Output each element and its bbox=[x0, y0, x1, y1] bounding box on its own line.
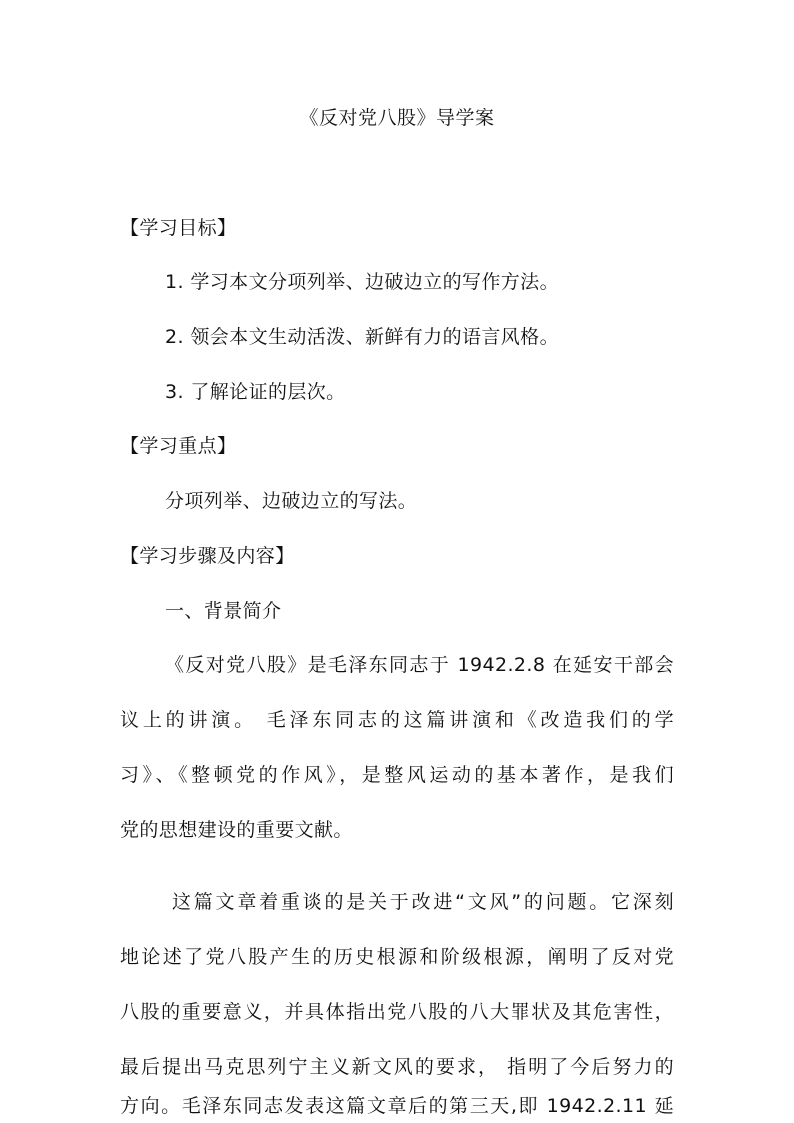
paragraph-2-line-3: 八股的重要意义，并具体指出党八股的八大罪状及其危害性， bbox=[120, 1001, 674, 1023]
focus-text: 分项列举、边破边立的写法。 bbox=[165, 490, 418, 512]
paragraph-1-line-4: 党的思想建设的重要文献。 bbox=[120, 819, 353, 841]
paragraph-2-line-2: 地论述了党八股产生的历史根源和阶级根源，阐明了反对党 bbox=[120, 946, 674, 968]
paragraph-2-line-4: 最后提出马克思列宁主义新文风的要求， 指明了今后努力的 bbox=[120, 1056, 674, 1078]
subheading-background: 一、背景简介 bbox=[165, 600, 282, 622]
paragraph-2-line-1: 这篇文章着重谈的是关于改进“文风”的问题。它深刻 bbox=[172, 891, 674, 913]
goal-item-3: 3. 了解论证的层次。 bbox=[165, 381, 346, 403]
section-heading-focus: 【学习重点】 bbox=[120, 435, 237, 457]
paragraph-1-line-2: 议上的讲演。 毛泽东同志的这篇讲演和《改造我们的学 bbox=[120, 709, 674, 731]
section-heading-steps: 【学习步骤及内容】 bbox=[120, 545, 295, 567]
paragraph-2-line-5: 方向。毛泽东同志发表这篇文章后的第三天,即 1942.2.11 延 bbox=[120, 1095, 674, 1117]
section-heading-goals: 【学习目标】 bbox=[120, 217, 237, 239]
goal-item-2: 2. 领会本文生动活泼、新鲜有力的语言风格。 bbox=[165, 326, 559, 348]
paragraph-1-line-3: 习》、《整顿党的作风》，是整风运动的基本著作，是我们 bbox=[120, 764, 674, 786]
page-title: 《反对党八股》导学案 bbox=[299, 107, 495, 129]
goal-item-1: 1. 学习本文分项列举、边破边立的写作方法。 bbox=[165, 271, 559, 293]
paragraph-1-line-1: 《反对党八股》是毛泽东同志于 1942.2.8 在延安干部会 bbox=[165, 654, 674, 676]
